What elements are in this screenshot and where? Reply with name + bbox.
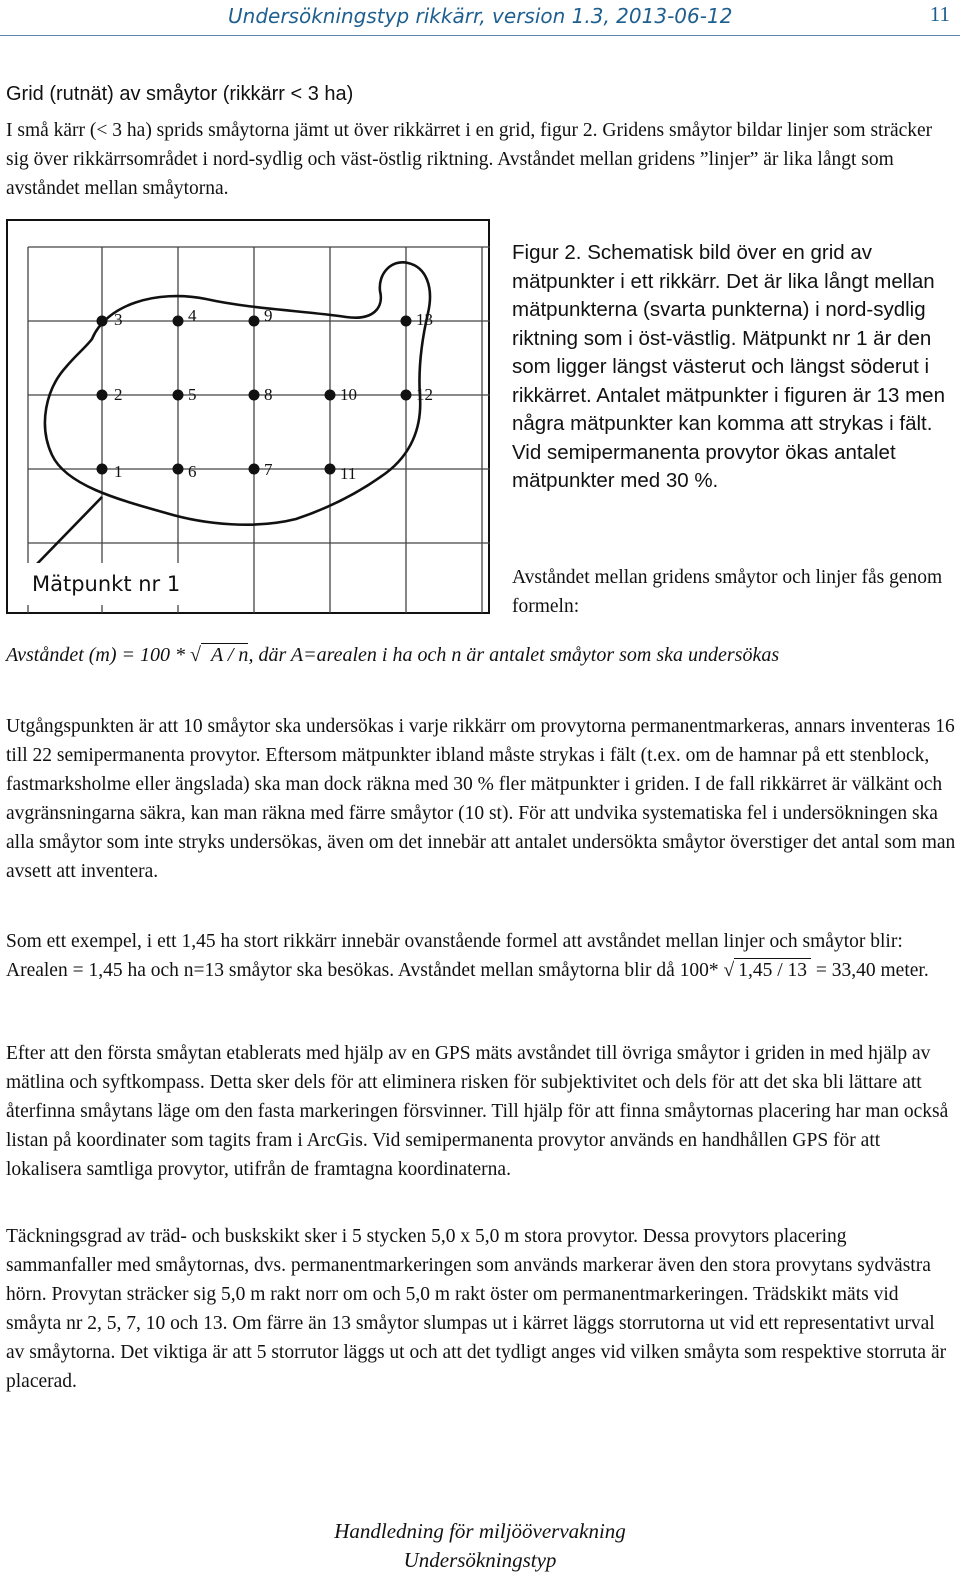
- grid-figure: [6, 219, 490, 614]
- point-label-3: 3: [114, 310, 123, 329]
- footer-line-1: Handledning för miljöövervakning: [334, 1519, 626, 1543]
- point-label-5: 5: [188, 385, 197, 404]
- point-label-1: 1: [114, 462, 123, 481]
- point-label-8: 8: [264, 385, 273, 404]
- page-header: [0, 2, 960, 32]
- formula-suffix: , där A=arealen i ha och n är antalet småytor som ska undersökas: [248, 644, 780, 666]
- paragraph-c: Efter att den första småytan etablerats med hjälp av en GPS mäts avståndet till övriga småytor i griden in med hjälp av mätlina och syftkompass. Detta sker dels för att eliminera risken för subjektivitet och dels för att det ska bli lättare att återfinna småytans läge om den fasta markeringen försvinner. Till hjälp för att finna småytornas placering har man också listan på koordinater som tagits fram i ArcGis. Vid semipermanenta provytor används en handhållen GPS för att lokalisera samtliga provytor, utifrån de framtagna koordinaterna.: [6, 1043, 949, 1180]
- example-result: = 33,40: [815, 960, 876, 981]
- point-2: [97, 390, 108, 401]
- point-label-7: 7: [264, 460, 273, 479]
- footer-line-2: Undersökningstyp: [403, 1548, 557, 1572]
- example-text: Som ett exempel, i ett 1,45 ha stort rikkärr innebär ovanstående formel att avståndet mellan linjer och småytor blir: Arealen = 1,45 ha och n=13 småytor ska besökas. Avståndet mellan småytorna blir då 100*: [6, 931, 903, 981]
- point-1: [97, 464, 108, 475]
- sqrt-symbol: √: [190, 644, 202, 666]
- page-number: 11: [929, 2, 950, 26]
- paragraph-d: Täckningsgrad av träd- och buskskikt sker i 5 stycken 5,0 x 5,0 m stora provytor. Dessa provytors placering sammanfaller med småytornas, dvs. permanentmarkeringen som används markerar även den stora provytans sydvästra hörn. Provytan sträcker sig 5,0 m rakt norr om och 5,0 m rakt öster om permanentmarkeringen. Trädskikt mäts vid småyta nr 2, 5, 7, 10 och 13. Om färre än 13 småytor slumpas ut i kärret läggs storrutorna ut vid ett representativt urval av småytorna. Det viktiga är att 5 storrutor läggs ut och att det tydligt anges vid vilken småyta som respektive storruta är placerad.: [6, 1226, 947, 1392]
- point-label-13: 13: [416, 310, 433, 329]
- distance-formula: [6, 640, 956, 670]
- point-label-12: 12: [416, 385, 433, 404]
- example-unit: meter.: [880, 960, 929, 981]
- point-label-10: 10: [340, 385, 357, 404]
- formula-radicand: A / n: [201, 643, 248, 666]
- point-3: [97, 316, 108, 327]
- point-label-9: 9: [264, 306, 273, 325]
- caption-tail: Avståndet mellan gridens småytor och linjer fås genom formeln:: [512, 567, 943, 617]
- paragraph-a: Utgångspunkten är att 10 småytor ska undersökas i varje rikkärr om provytorna permanentmarkeras, annars inventeras 16 till 22 semipermanenta provytor. Eftersom mätpunkter ibland måste strykas i fält (t.ex. om de hamnar på ett stenblock, fastmarksholme eller ängslada) ska man dock räkna med 30 % fler mätpunkter i griden. I de fall rikkärret är välkänt och avgränsningarna säkra, kan man räkna med färre småytor (10 st). För att undvika systematiska fel i undersökningen ska alla småytor som inte stryks undersökas, även om det innebär att antalet undersökta småytor överstiger det antal som man avsett att inventera.: [6, 716, 956, 882]
- formula-prefix: Avståndet (m) = 100 *: [6, 644, 186, 666]
- point-13: [401, 316, 412, 327]
- figure-frame: [7, 220, 489, 613]
- callout-label: Mätpunkt nr 1: [32, 572, 181, 596]
- point-label-6: 6: [188, 462, 197, 481]
- point-label-4: 4: [188, 306, 197, 325]
- section-title: Grid (rutnät) av småytor (rikkärr < 3 ha): [6, 83, 354, 105]
- intro-paragraph: I små kärr (< 3 ha) sprids småytorna jämt ut över rikkärret i en grid, figur 2. Gridens småytor bildar linjer som sträcker sig över rikkärrsområdet i nord-sydlig och väst-östlig riktning. Avståndet mellan gridens ”linjer” är lika långt som avståndet mellan småytorna.: [6, 120, 933, 199]
- header-title: Undersökningstyp rikkärr, version 1.3, 2013-06-12: [228, 4, 733, 28]
- figure-caption: Figur 2. Schematisk bild över en grid av mätpunkter i ett rikkärr. Det är lika långt mellan mätpunkterna (svarta punkterna) i nord-sydlig riktning som i öst-västlig. Mätpunkt nr 1 är den som ligger längst västerut och längst söderut i rikkärret. Antalet mätpunkter i figuren är 13 men några mätpunkter kan komma att strykas i fält. Vid semipermanenta provytor ökas antalet mätpunkter med 30 %.: [512, 241, 945, 492]
- example-radicand: 1,45 / 13: [734, 958, 811, 983]
- point-6: [173, 464, 184, 475]
- point-5: [173, 390, 184, 401]
- point-7: [249, 464, 260, 475]
- header-rule: [0, 35, 960, 36]
- point-4: [173, 316, 184, 327]
- point-label-11: 11: [340, 464, 357, 483]
- point-9: [249, 316, 260, 327]
- grid-figure-svg: [6, 219, 490, 614]
- paragraph-b: [6, 927, 956, 985]
- point-8: [249, 390, 260, 401]
- point-10: [325, 390, 336, 401]
- sqrt-symbol: √: [723, 960, 735, 981]
- point-label-2: 2: [114, 385, 123, 404]
- point-12: [401, 390, 412, 401]
- point-11: [325, 464, 336, 475]
